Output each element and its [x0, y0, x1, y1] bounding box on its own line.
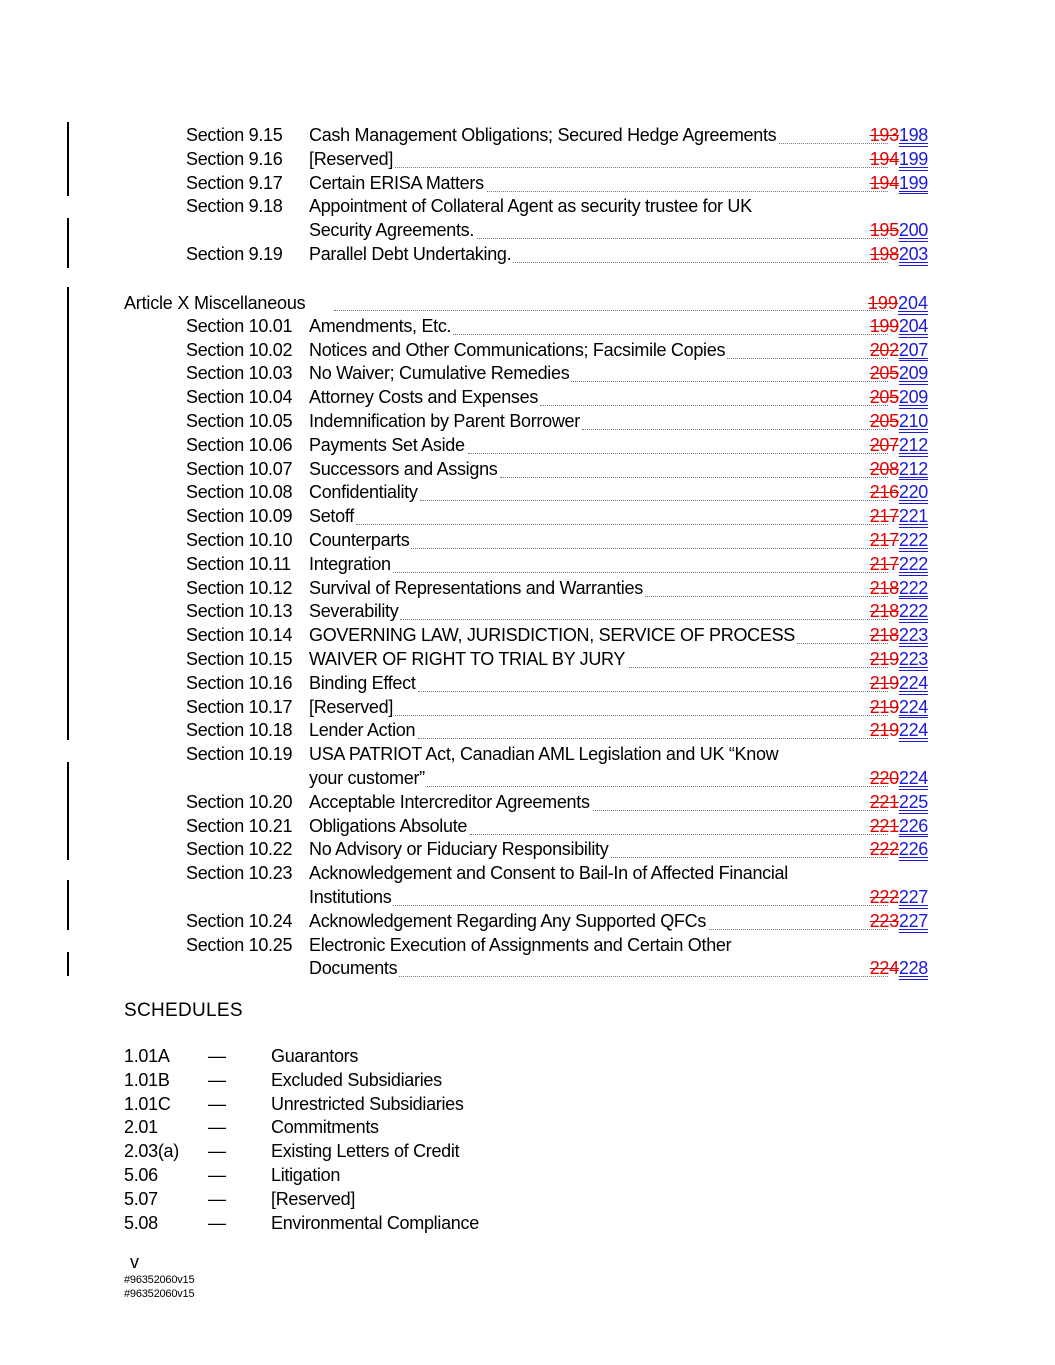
section-title-line: Severability — [309, 601, 399, 622]
section-number: Section 10.22 — [186, 839, 293, 860]
section-number: Section 10.10 — [186, 529, 293, 550]
schedule-title: Unrestricted Subsidiaries — [271, 1093, 464, 1114]
inserted-page-number: 209 — [898, 387, 928, 408]
inserted-page-number: 228 — [898, 958, 928, 979]
dot-leader — [593, 810, 888, 811]
page-ref — [870, 791, 928, 815]
section-title-line: WAIVER OF RIGHT TO TRIAL BY JURY — [309, 648, 626, 669]
section-title-line: Survival of Representations and Warranties — [309, 577, 643, 598]
page-ref — [870, 672, 928, 696]
page-ref — [870, 339, 928, 363]
schedule-title: Environmental Compliance — [271, 1212, 479, 1233]
inserted-page-number: 207 — [898, 339, 928, 360]
deleted-page-number: 198 — [869, 243, 899, 264]
section-title-line: Attorney Costs and Expenses — [309, 387, 539, 408]
section-number: Section 10.02 — [186, 339, 293, 360]
dot-leader — [470, 834, 888, 835]
page-ref — [870, 458, 928, 482]
section-title-line: Integration — [309, 553, 391, 574]
section-title — [309, 577, 859, 601]
section-title — [309, 815, 859, 839]
section-title — [309, 529, 859, 553]
dot-leader — [629, 667, 888, 668]
section-title — [309, 172, 859, 196]
inserted-page-number: 212 — [898, 458, 928, 479]
schedule-dash: — — [208, 1212, 226, 1233]
page-ref — [870, 481, 928, 505]
section-title — [309, 791, 859, 815]
deleted-page-number: 221 — [869, 815, 899, 836]
schedule-number: 1.01A — [124, 1046, 170, 1066]
section-title-line: No Advisory or Fiduciary Responsibility — [309, 839, 609, 860]
section-title-line: Certain ERISA Matters — [309, 172, 484, 193]
deleted-page-number: 205 — [869, 387, 899, 408]
page-ref — [870, 957, 928, 981]
section-title — [309, 505, 859, 529]
toc-entry[interactable] — [0, 362, 1055, 386]
section-title-line: Institutions — [309, 886, 392, 907]
page-ref — [870, 553, 928, 577]
schedule-number: 5.07 — [124, 1188, 158, 1209]
schedule-dash: — — [208, 1069, 226, 1090]
section-title-line: Binding Effect — [309, 672, 416, 693]
inserted-page-number: 200 — [898, 220, 928, 241]
page-ref — [870, 529, 928, 553]
toc-entry[interactable] — [0, 577, 1055, 601]
section-number: Section 10.15 — [186, 648, 293, 669]
toc-entry[interactable] — [0, 600, 1055, 624]
page-ref — [870, 838, 928, 862]
toc-entry[interactable] — [0, 505, 1055, 529]
deleted-page-number: 222 — [869, 839, 899, 860]
section-number: Section 10.06 — [186, 434, 293, 455]
dot-leader — [645, 596, 888, 597]
section-title — [309, 838, 859, 862]
inserted-page-number: 222 — [898, 529, 928, 550]
deleted-page-number: 221 — [869, 791, 899, 812]
page-ref — [870, 434, 928, 458]
article-10-section-list — [0, 315, 1055, 981]
toc-entry[interactable] — [0, 339, 1055, 363]
page-ref — [870, 648, 928, 672]
schedule-title: Excluded Subsidiaries — [271, 1069, 442, 1090]
schedule-title: [Reserved] — [271, 1188, 356, 1209]
schedule-dash: — — [208, 1188, 226, 1209]
section-title — [309, 362, 859, 386]
doc-id: #96352060v15 — [124, 1288, 195, 1300]
page-ref — [870, 124, 928, 148]
dot-leader — [395, 167, 888, 168]
schedule-dash: — — [208, 1164, 226, 1185]
section-title-line: Acknowledgement and Consent to Bail-In of Affected Financial — [309, 863, 788, 884]
deleted-page-number: 199 — [869, 315, 899, 336]
inserted-page-number: 212 — [898, 434, 928, 455]
dot-leader — [487, 191, 888, 192]
schedule-number: 5.08 — [124, 1212, 158, 1233]
deleted-page-number: 207 — [869, 434, 899, 455]
section-number: Section 10.23 — [186, 863, 293, 884]
deleted-page-number: 218 — [869, 577, 899, 598]
section-number: Section 10.13 — [186, 601, 293, 622]
section-title-line: Successors and Assigns — [309, 458, 498, 479]
section-title — [309, 124, 859, 148]
dot-leader — [411, 548, 888, 549]
toc-entry[interactable] — [0, 743, 1055, 791]
dot-leader — [571, 381, 888, 382]
section-title-line: Security Agreements. — [309, 220, 475, 241]
dot-leader — [709, 929, 888, 930]
section-title-line: Acknowledgement Regarding Any Supported QFCs — [309, 910, 707, 931]
section-title — [309, 719, 859, 743]
section-title-line: Confidentiality — [309, 482, 418, 503]
section-title — [309, 148, 859, 172]
dot-leader — [500, 477, 888, 478]
deleted-page-number: 205 — [869, 410, 899, 431]
deleted-page-number: 217 — [869, 506, 899, 527]
inserted-page-number: 223 — [898, 625, 928, 646]
section-number: Section 10.18 — [186, 720, 293, 741]
section-title-line: No Waiver; Cumulative Remedies — [309, 363, 570, 384]
dot-leader — [395, 715, 888, 716]
page-ref — [870, 386, 928, 410]
deleted-page-number: 194 — [869, 172, 899, 193]
deleted-page-number: 199 — [867, 292, 898, 313]
table-of-contents — [0, 124, 1055, 981]
schedule-number: 2.03(a) — [124, 1141, 179, 1162]
inserted-page-number: 222 — [898, 601, 928, 622]
toc-entry[interactable] — [0, 719, 1055, 743]
section-title-line: Electronic Execution of Assignments and Certain Other — [309, 934, 732, 955]
section-title-line: USA PATRIOT Act, Canadian AML Legislation and UK “Know — [309, 744, 779, 765]
section-number: Section 9.18 — [186, 196, 283, 217]
schedule-dash: — — [208, 1093, 226, 1114]
page-ref — [870, 815, 928, 839]
deleted-page-number: 193 — [869, 125, 899, 145]
deleted-page-number: 195 — [869, 220, 899, 241]
article-9-section-list — [0, 124, 1055, 267]
dot-leader — [356, 524, 888, 525]
toc-entry[interactable] — [0, 124, 1055, 148]
section-number: Section 10.16 — [186, 672, 293, 693]
page-ref — [870, 767, 928, 791]
deleted-page-number: 216 — [869, 482, 899, 503]
page-ref — [870, 719, 928, 743]
section-title-line: Obligations Absolute — [309, 815, 468, 836]
toc-entry[interactable] — [0, 696, 1055, 720]
inserted-page-number: 225 — [898, 791, 928, 812]
dot-leader — [420, 500, 888, 501]
section-number: Section 10.21 — [186, 815, 293, 836]
section-number: Section 9.16 — [186, 148, 283, 169]
toc-entry[interactable] — [0, 172, 1055, 196]
schedule-dash: — — [208, 1046, 226, 1066]
section-title-line: Setoff — [309, 506, 354, 527]
section-number: Section 10.19 — [186, 744, 293, 765]
dot-leader — [727, 358, 888, 359]
section-title — [309, 648, 859, 672]
deleted-page-number: 194 — [869, 148, 899, 169]
section-number: Section 10.09 — [186, 506, 293, 527]
section-number: Section 9.15 — [186, 125, 283, 145]
dot-leader — [540, 405, 888, 406]
section-number: Section 10.07 — [186, 458, 293, 479]
toc-entry[interactable] — [0, 791, 1055, 815]
section-title — [309, 910, 859, 934]
page-ref — [870, 886, 928, 910]
dot-leader — [393, 572, 888, 573]
page-ref — [870, 577, 928, 601]
toc-entry[interactable] — [0, 624, 1055, 648]
section-number: Section 10.05 — [186, 410, 293, 431]
section-title — [309, 672, 859, 696]
section-title-line: Appointment of Collateral Agent as security trustee for UK — [309, 196, 752, 217]
section-title — [309, 743, 859, 791]
page-ref — [870, 219, 928, 243]
section-title-line: your customer” — [309, 767, 425, 788]
dot-leader — [418, 738, 888, 739]
dot-leader — [427, 786, 888, 787]
doc-id: #96352060v15 — [124, 1274, 195, 1286]
section-number: Section 10.01 — [186, 315, 293, 336]
section-title — [309, 934, 859, 982]
toc-entry[interactable] — [0, 410, 1055, 434]
toc-entry[interactable] — [0, 934, 1055, 982]
deleted-page-number: 219 — [869, 648, 899, 669]
deleted-page-number: 208 — [869, 458, 899, 479]
schedule-title: Guarantors — [271, 1046, 359, 1066]
inserted-page-number: 198 — [898, 125, 928, 145]
inserted-page-number: 199 — [898, 172, 928, 193]
section-title — [309, 553, 859, 577]
page-ref — [870, 315, 928, 339]
section-title-line: Amendments, Etc. — [309, 315, 452, 336]
toc-entry[interactable] — [0, 148, 1055, 172]
inserted-page-number: 224 — [898, 767, 928, 788]
schedules-heading: SCHEDULES — [124, 1000, 243, 1021]
deleted-page-number: 222 — [869, 886, 899, 907]
deleted-page-number: 219 — [869, 720, 899, 741]
dot-leader — [513, 262, 888, 263]
section-title — [309, 696, 859, 720]
page-ref — [870, 600, 928, 624]
section-number: Section 10.24 — [186, 910, 293, 931]
section-title-line: Documents — [309, 958, 398, 979]
toc-entry[interactable] — [0, 458, 1055, 482]
section-title — [309, 386, 859, 410]
inserted-page-number: 204 — [898, 315, 928, 336]
page-ref — [870, 172, 928, 196]
toc-entry[interactable] — [0, 195, 1055, 243]
section-number: Section 10.25 — [186, 934, 293, 955]
toc-entry[interactable] — [0, 672, 1055, 696]
inserted-page-number: 222 — [898, 577, 928, 598]
deleted-page-number: 217 — [869, 553, 899, 574]
section-title-line: Parallel Debt Undertaking. — [309, 243, 512, 264]
section-number: Section 9.19 — [186, 243, 283, 264]
inserted-page-number: 203 — [898, 243, 928, 264]
toc-entry[interactable] — [0, 529, 1055, 553]
inserted-page-number: 223 — [898, 648, 928, 669]
page-ref — [870, 696, 928, 720]
deleted-page-number: 218 — [869, 625, 899, 646]
deleted-page-number: 224 — [869, 958, 899, 979]
section-number: Section 10.12 — [186, 577, 293, 598]
inserted-page-number: 204 — [897, 292, 928, 313]
dot-leader — [393, 905, 888, 906]
dot-leader — [400, 619, 888, 620]
toc-entry[interactable] — [0, 815, 1055, 839]
section-number: Section 10.08 — [186, 482, 293, 503]
section-title-line: [Reserved] — [309, 696, 394, 717]
toc-entry[interactable] — [0, 838, 1055, 862]
inserted-page-number: 210 — [898, 410, 928, 431]
section-title-line: [Reserved] — [309, 148, 394, 169]
section-title — [309, 862, 859, 910]
page-ref — [870, 624, 928, 648]
inserted-page-number: 221 — [898, 506, 928, 527]
schedule-number: 1.01B — [124, 1069, 170, 1090]
deleted-page-number: 202 — [869, 339, 899, 360]
section-number: Section 10.17 — [186, 696, 293, 717]
toc-entry[interactable] — [0, 481, 1055, 505]
page-ref — [870, 243, 928, 267]
section-number: Section 10.20 — [186, 791, 293, 812]
section-title-line: GOVERNING LAW, JURISDICTION, SERVICE OF PROCESS — [309, 625, 795, 646]
inserted-page-number: 222 — [898, 553, 928, 574]
inserted-page-number: 227 — [898, 886, 928, 907]
dot-leader — [453, 334, 888, 335]
dot-leader — [582, 429, 888, 430]
toc-entry[interactable] — [0, 910, 1055, 934]
inserted-page-number: 224 — [898, 672, 928, 693]
page-ref — [870, 410, 928, 434]
dot-leader — [611, 857, 888, 858]
deleted-page-number: 217 — [869, 529, 899, 550]
schedule-dash: — — [208, 1141, 226, 1162]
dot-leader — [468, 453, 888, 454]
section-title — [309, 339, 859, 363]
inserted-page-number: 199 — [898, 148, 928, 169]
section-title-line: Cash Management Obligations; Secured Hedge Agreements — [309, 125, 777, 145]
section-title-line: Counterparts — [309, 529, 410, 550]
deleted-page-number: 219 — [869, 696, 899, 717]
inserted-page-number: 209 — [898, 363, 928, 384]
deleted-page-number: 219 — [869, 672, 899, 693]
schedule-title: Litigation — [271, 1164, 341, 1185]
section-number: Section 10.04 — [186, 387, 293, 408]
section-title — [309, 458, 859, 482]
inserted-page-number: 227 — [898, 910, 928, 931]
page-number: v — [130, 1252, 139, 1272]
section-title-line: Lender Action — [309, 720, 416, 741]
section-title-line: Notices and Other Communications; Facsimile Copies — [309, 339, 726, 360]
page-ref — [870, 148, 928, 172]
section-number: Section 9.17 — [186, 172, 283, 193]
toc-entry[interactable] — [0, 862, 1055, 910]
page-ref — [868, 291, 928, 315]
section-title — [309, 600, 859, 624]
dot-leader — [418, 691, 888, 692]
page-ref — [870, 910, 928, 934]
deleted-page-number: 223 — [869, 910, 899, 931]
section-title — [309, 195, 859, 243]
page-ref — [870, 505, 928, 529]
section-title — [309, 624, 859, 648]
schedule-title: Commitments — [271, 1117, 379, 1138]
section-number: Section 10.11 — [186, 553, 291, 574]
schedule-dash: — — [208, 1117, 226, 1138]
section-title — [309, 481, 859, 505]
inserted-page-number: 226 — [898, 815, 928, 836]
section-title — [309, 434, 859, 458]
section-title-line: Acceptable Intercreditor Agreements — [309, 791, 590, 812]
deleted-page-number: 218 — [869, 601, 899, 622]
section-title-line: Payments Set Aside — [309, 434, 465, 455]
toc-entry[interactable] — [0, 315, 1055, 339]
deleted-page-number: 205 — [869, 363, 899, 384]
article-10-heading[interactable] — [0, 281, 1055, 315]
section-title-line: Indemnification by Parent Borrower — [309, 410, 580, 431]
schedule-number: 5.06 — [124, 1164, 158, 1185]
dot-leader — [399, 976, 888, 977]
section-title — [309, 315, 859, 339]
schedule-number: 2.01 — [124, 1117, 158, 1138]
inserted-page-number: 224 — [898, 720, 928, 741]
section-number: Section 10.03 — [186, 363, 293, 384]
article-title: Article X Miscellaneous — [124, 292, 306, 313]
toc-entry[interactable] — [0, 553, 1055, 577]
schedule-number: 1.01C — [124, 1093, 171, 1114]
dot-leader — [477, 238, 888, 239]
inserted-page-number: 220 — [898, 482, 928, 503]
toc-entry[interactable] — [0, 243, 1055, 267]
toc-entry[interactable] — [0, 434, 1055, 458]
inserted-page-number: 226 — [898, 839, 928, 860]
section-title — [309, 410, 859, 434]
toc-entry[interactable] — [0, 386, 1055, 410]
section-number: Section 10.14 — [186, 625, 293, 646]
inserted-page-number: 224 — [898, 696, 928, 717]
page-ref — [870, 362, 928, 386]
section-title — [309, 243, 859, 267]
deleted-page-number: 220 — [869, 767, 899, 788]
schedule-title: Existing Letters of Credit — [271, 1141, 460, 1162]
toc-entry[interactable] — [0, 648, 1055, 672]
dot-leader — [334, 310, 888, 311]
